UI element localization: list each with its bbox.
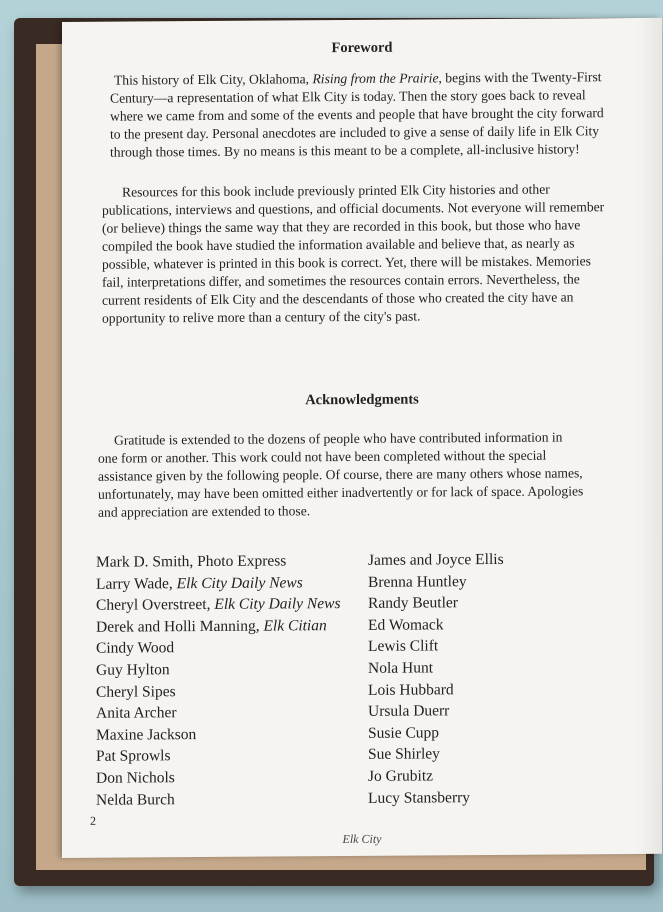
affiliation: Elk City Daily News <box>176 573 303 592</box>
person-name: Don Nichols <box>96 769 175 787</box>
acknowledgment-name: James and Joyce Ellis <box>368 550 504 569</box>
acknowledgment-name: Ursula Duerr <box>368 702 450 721</box>
book-title-italic: Rising from the Prairie <box>312 70 439 87</box>
text-span: This history of Elk City, Oklahoma, <box>114 71 313 88</box>
acknowledgment-name: Lois Hubbard <box>368 680 454 699</box>
person-name: Mark D. Smith, Photo Express <box>96 552 287 571</box>
p2-line: opportunity to relive more than a century of the city's past. <box>102 308 421 326</box>
acknowledgment-name <box>96 788 341 811</box>
p2-line: compiled the book have studied the information available and believe that, as nearly as <box>102 235 575 254</box>
page-number: 2 <box>90 813 96 828</box>
ack-line: and appreciation are extended to those. <box>98 503 311 520</box>
acknowledgment-name: Randy Beutler <box>368 594 458 613</box>
acknowledgment-name: Jo Grubitz <box>368 767 434 785</box>
p2-line: Resources for this book include previously printed Elk City histories and other <box>122 181 550 200</box>
affiliation: Elk City Daily News <box>214 595 341 614</box>
person-name: Cheryl Overstreet, <box>96 596 215 614</box>
p2-line: possible, whatever is printed in this book is correct. Yet, there will be mistakes. Memories <box>102 253 591 272</box>
p2-line: fail, interpretations differ, and sometimes the resources contain errors. Nevertheless, the <box>102 271 580 290</box>
acknowledgment-name: Brenna Huntley <box>368 572 467 591</box>
acknowledgment-name <box>96 572 341 595</box>
person-name: Cindy Wood <box>96 639 175 658</box>
ack-line: assistance given by the following people. Of course, there are many others whose names, <box>98 465 583 484</box>
acknowledgment-name <box>96 615 341 638</box>
acknowledgment-name: Lucy Stansberry <box>368 788 471 807</box>
p2-line: current residents of Elk City and the descendants of those who created the city have an <box>102 289 574 308</box>
acknowledgments-right-column <box>368 549 504 809</box>
acknowledgment-name: Ed Womack <box>368 616 444 634</box>
acknowledgment-name: Sue Shirley <box>368 745 440 764</box>
p2-line: publications, interviews and questions, and official documents. Not everyone will remember <box>102 199 605 218</box>
ack-line: one form or another. This work could not have been completed without the special <box>98 447 547 466</box>
foreword-paragraph-1 <box>110 68 632 162</box>
person-name: Guy Hylton <box>96 661 170 679</box>
foreword-p1-line: Century—a representation of what Elk City is today. Then the story goes back to reveal <box>110 87 586 106</box>
person-name: Anita Archer <box>96 704 177 722</box>
acknowledgment-name <box>96 593 341 616</box>
person-name: Maxine Jackson <box>96 725 197 744</box>
foreword-p1-line: to the present day. Personal anecdotes are included to give a sense of daily life in Elk City <box>110 123 600 142</box>
foreword-p1-line: where we came from and some of the events and people that have brought the city forward <box>110 105 604 124</box>
text-span: , begins with the Twenty-First <box>438 69 602 86</box>
acknowledgments-paragraph <box>98 428 632 522</box>
p2-line: (or believe) things the same way that they are recorded in this book, but those who have <box>102 217 581 236</box>
book-page <box>62 18 662 858</box>
person-name: Pat Sprowls <box>96 747 171 766</box>
acknowledgment-name: Lewis Clift <box>368 637 439 656</box>
acknowledgments-title: Acknowledgments <box>305 391 419 409</box>
acknowledgment-name <box>96 766 341 789</box>
person-name: Cheryl Sipes <box>96 682 176 701</box>
acknowledgment-name <box>96 636 341 659</box>
acknowledgment-name <box>96 701 341 724</box>
acknowledgment-name <box>96 550 341 573</box>
acknowledgment-name <box>96 658 341 681</box>
acknowledgment-name <box>96 744 341 767</box>
page-fold-shadow <box>636 18 662 854</box>
acknowledgment-name: Nola Hunt <box>368 659 434 677</box>
acknowledgment-name <box>96 680 341 703</box>
foreword-title: Foreword <box>331 39 393 57</box>
person-name: Larry Wade, <box>96 574 177 593</box>
affiliation: Elk Citian <box>263 616 327 635</box>
acknowledgments-left-column <box>96 550 341 811</box>
acknowledgment-name <box>96 723 341 746</box>
person-name: Derek and Holli Manning, <box>96 617 264 636</box>
acknowledgment-name: Susie Cupp <box>368 724 440 742</box>
page-footer: Elk City <box>342 831 382 847</box>
ack-line: unfortunately, may have been omitted either inadvertently or for lack of space. Apologies <box>98 483 584 502</box>
foreword-p1-line: through those times. By no means is this meant to be a complete, all-inclusive history! <box>110 141 580 160</box>
foreword-paragraph-2 <box>102 180 632 328</box>
person-name: Nelda Burch <box>96 790 175 809</box>
ack-line: Gratitude is extended to the dozens of people who have contributed information in <box>114 429 563 448</box>
